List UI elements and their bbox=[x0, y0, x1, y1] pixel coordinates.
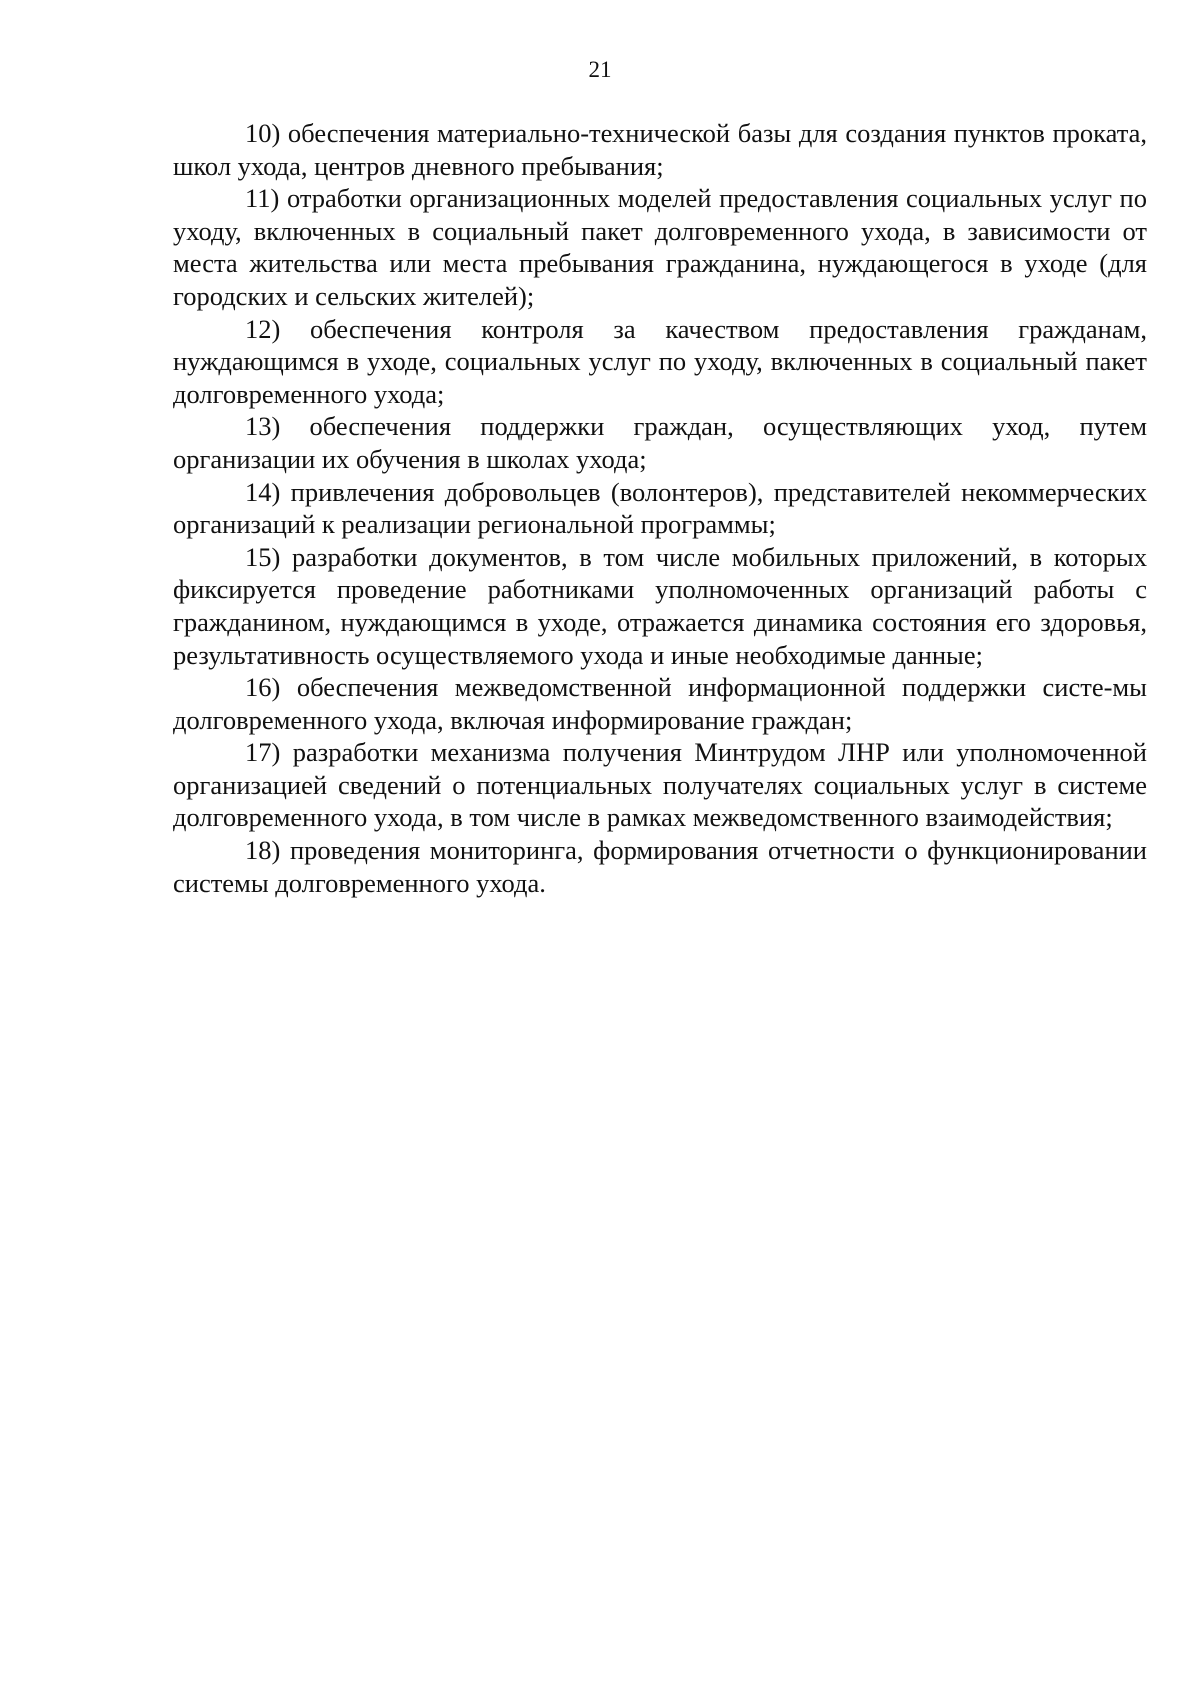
list-item-10: 10) обеспечения материально-технической базы для создания пунктов проката, школ ухода, центров дневного пребывания; bbox=[173, 118, 1147, 181]
list-item-12: 12) обеспечения контроля за качеством предоставления гражданам, нуждающимся в уходе, социальных услуг по уходу, включенных в социальный пакет долговременного ухода; bbox=[173, 313, 1147, 409]
page-number: 21 bbox=[588, 57, 612, 82]
list-item-11: 11) отработки организационных моделей предоставления социальных услуг по уходу, включенных в социальный пакет долговременного ухода, в зависимости от места жительства или места пребывания гражданина, нуждающегося в уходе (для городских и сельских жителей); bbox=[173, 183, 1147, 311]
list-item-18: 18) проведения мониторинга, формирования отчетности о функционировании системы долговременного ухода. bbox=[173, 835, 1147, 898]
list-item-17: 17) разработки механизма получения Минтрудом ЛНР или уполномоченной организацией сведений о потенциальных получателях социальных услуг в системе долговременного ухода, в том числе в рамках межведомственного взаимодействия; bbox=[173, 737, 1147, 833]
list-item-16: 16) обеспечения межведомственной информационной поддержки систе-мы долговременного ухода, включая информирование граждан; bbox=[173, 672, 1147, 735]
list-item-13: 13) обеспечения поддержки граждан, осуществляющих уход, путем организации их обучения в школах ухода; bbox=[173, 411, 1147, 474]
list-item-14: 14) привлечения добровольцев (волонтеров), представителей некоммерческих организаций к реализации региональной программы; bbox=[173, 476, 1147, 540]
list-item-15: 15) разработки документов, в том числе мобильных приложений, в которых фиксируется проведение работниками уполномоченных организаций работы с гражданином, нуждающимся в уходе, отражается динамика состояния его здоровья, результативность осуществляемого ухода и иные необходимые данные; bbox=[173, 541, 1147, 670]
document-body bbox=[173, 117, 1147, 899]
